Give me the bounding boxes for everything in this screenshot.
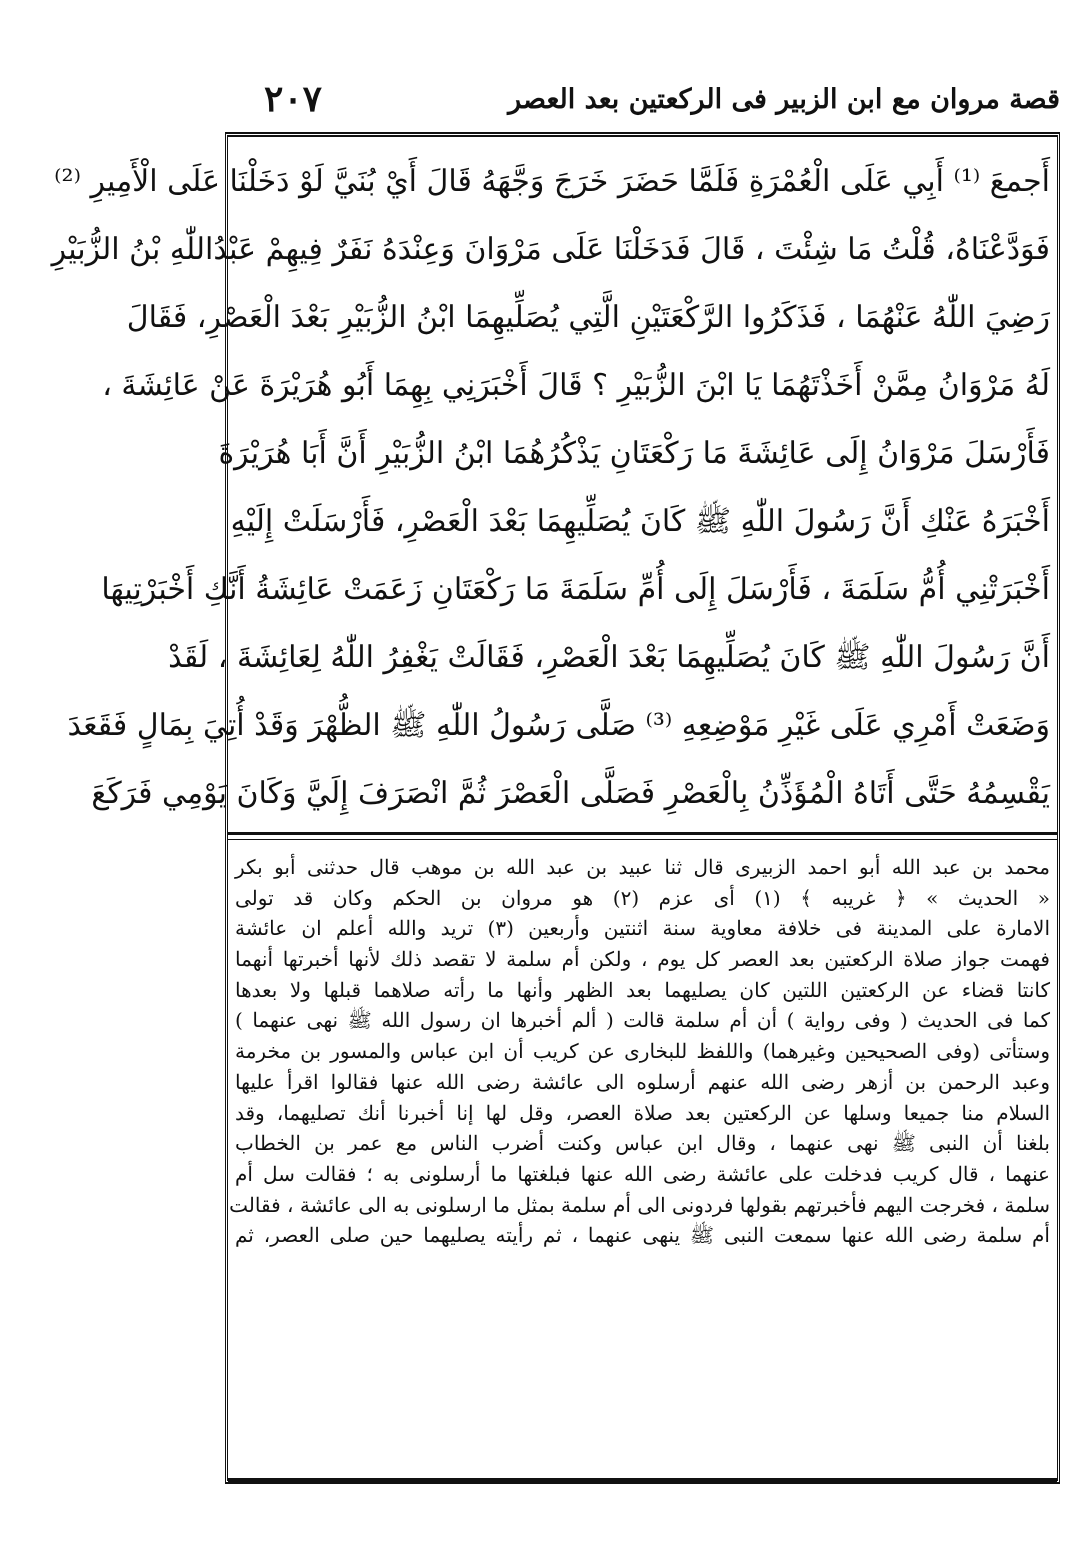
page-header: [228, 78, 1060, 134]
text-line: فَوَدَّعْنَاهُ، قُلْتُ مَا شِئْتَ ، قَالَ فَدَخَلْنَا عَلَى مَرْوَانَ وَعِنْدَهُ نَفَرٌ فِيهِمْ عَبْدُاللّٰهِ بْنُ الزُّبَيْرِ: [51, 232, 1050, 267]
text-line: يَقْسِمُهُ حَتَّى أَتَاهُ الْمُؤَذِّنُ بِالْعَصْرِ فَصَلَّى الْعَصْرَ ثُمَّ انْصَرَفَ إِلَيَّ وَكَانَ يَوْمِي فَرَكَعَ: [91, 776, 1050, 811]
text-line: لَهُ مَرْوَانُ مِمَّنْ أَخَذْتَهُمَا يَا ابْنَ الزُّبَيْرِ ؟ قَالَ أَخْبَرَنِي بِهِمَا أَبُو هُرَيْرَةَ عَنْ عَائِشَةَ ،: [102, 368, 1050, 403]
text-line: أَنَّ رَسُولَ اللّٰهِ ﷺ كَانَ يُصَلِّيهِمَا بَعْدَ الْعَصْرِ، فَقَالَتْ يَغْفِرُ اللّٰهُ لِعَائِشَةَ ، لَقَدْ: [168, 640, 1050, 675]
footnote-line: بلغنا أن النبى ﷺ نهى عنهما ، وقال ابن عباس وكنت أضرب الناس مع عمر بن الخطاب: [235, 1131, 1050, 1156]
text-line: أَجمعَ ⁽¹⁾ أَبِي عَلَى الْعُمْرَةِ فَلَمَّا حَضَرَ خَرَجَ وَجَّهَهُ قَالَ أَيْ بُنَيَّ لَوْ دَخَلْنَا عَلَى الْأَمِيرِ ⁽²⁾: [54, 164, 1050, 199]
text-line: وَضَعَتْ أَمْرِي عَلَى غَيْرِ مَوْضِعِهِ ⁽³⁾ صَلَّى رَسُولُ اللّٰهِ ﷺ الظُّهْرَ وَقَدْ أُتِيَ بِمَالٍ فَقَعَدَ: [67, 708, 1050, 743]
page-number: ٢٠٧: [264, 78, 323, 120]
footnote-line: أم سلمة رضى الله عنها سمعت النبى ﷺ ينهى عنهما ، ثم رأيته يصليهما حين صلى العصر، ثم: [235, 1223, 1050, 1248]
footnote-line: السلام منا جميعا وسلها عن الركعتين بعد صلاة العصر، وقل لها إنا أخبرنا أنك تصليهما، وقد: [235, 1100, 1050, 1125]
footnote-line: عنهما ، قال كريب فدخلت على عائشة رضى الله عنها فبلغتها ما أرسلونى به ؛ فقالت سل أم: [235, 1161, 1050, 1186]
text-line: فَأَرْسَلَ مَرْوَانُ إِلَى عَائِشَةَ مَا رَكْعَتَانِ يَذْكُرُهُمَا ابْنُ الزُّبَيْرِ أَنَّ أَبَا هُرَيْرَةَ: [218, 436, 1050, 471]
text-line: أَخْبَرَتْنِي أُمُّ سَلَمَةَ ، فَأَرْسَلَ إِلَى أُمِّ سَلَمَةَ مَا رَكْعَتَانِ زَعَمَتْ عَائِشَةُ أَنَّكِ أَخْبَرْتِيهَا: [101, 572, 1050, 607]
text-line: أَخْبَرَهُ عَنْكِ أَنَّ رَسُولَ اللّٰهِ ﷺ كَانَ يُصَلِّيهِمَا بَعْدَ الْعَصْرِ، فَأَرْسَلَتْ إِلَيْهِ: [230, 504, 1050, 539]
text-line: رَضِيَ اللّٰهُ عَنْهُمَا ، فَذَكَرُوا الرَّكْعَتَيْنِ الَّتِي يُصَلِّيهِمَا ابْنُ الزُّبَيْرِ بَعْدَ الْعَصْرِ، فَقَالَ: [126, 300, 1050, 335]
hadith-text: [51, 148, 1050, 828]
footnote-line: كانتا قضاء عن الركعتين اللتين كان يصليهما بعد الظهر وأنها ما رأته صلاهما قبلها ولا بعدها: [235, 977, 1050, 1002]
footnote-line: فهمت جواز صلاة الركعتين بعد العصر كل يوم ، ولكن أم سلمة لا تقصد ذلك لأنها أخبرتها أنهما: [235, 947, 1050, 972]
running-title: قصة مروان مع ابن الزبير فى الركعتين بعد العصر: [508, 84, 1060, 115]
bottom-rule: [228, 1478, 1057, 1484]
footnote-line: سلمة ، فخرجت اليهم فأخبرتهم بقولها فردونى الى أم سلمة بمثل ما ارسلونى به الى عائشة ، فقالت: [229, 1192, 1050, 1217]
section-divider: [228, 832, 1057, 840]
footnote-line: كما فى الحديث ( وفى رواية ) أن أم سلمة قالت ( ألم أخبرها ان رسول الله ﷺ نهى عنهما ): [235, 1008, 1050, 1033]
footnotes: [229, 852, 1051, 1472]
footnote-line: « الحديث » ﴿ غريبه ﴾ (١) أى عزم (٢) هو مروان بن الحكم وكان قد تولى: [235, 885, 1050, 910]
footnote-line: محمد بن عبد الله أبو احمد الزبيرى قال ثنا عبيد بن عبد الله بن موهب قال حدثنى أبو بكر: [235, 855, 1050, 879]
footnote-line: وستأتى (وفى الصحيحين وغيرهما) واللفظ للبخارى عن كريب أن ابن عباس والمسور بن مخرمة: [235, 1039, 1050, 1064]
footnote-line: الامارة على المدينة فى خلافة معاوية سنة اثنتين وأربعين (٣) تريد والله أعلم ان عائشة: [235, 916, 1051, 941]
footnote-line: وعبد الرحمن بن أزهر رضى الله عنهم أرسلوه الى عائشة رضى الله عنها فقالوا اقرأ عليها: [235, 1069, 1050, 1094]
